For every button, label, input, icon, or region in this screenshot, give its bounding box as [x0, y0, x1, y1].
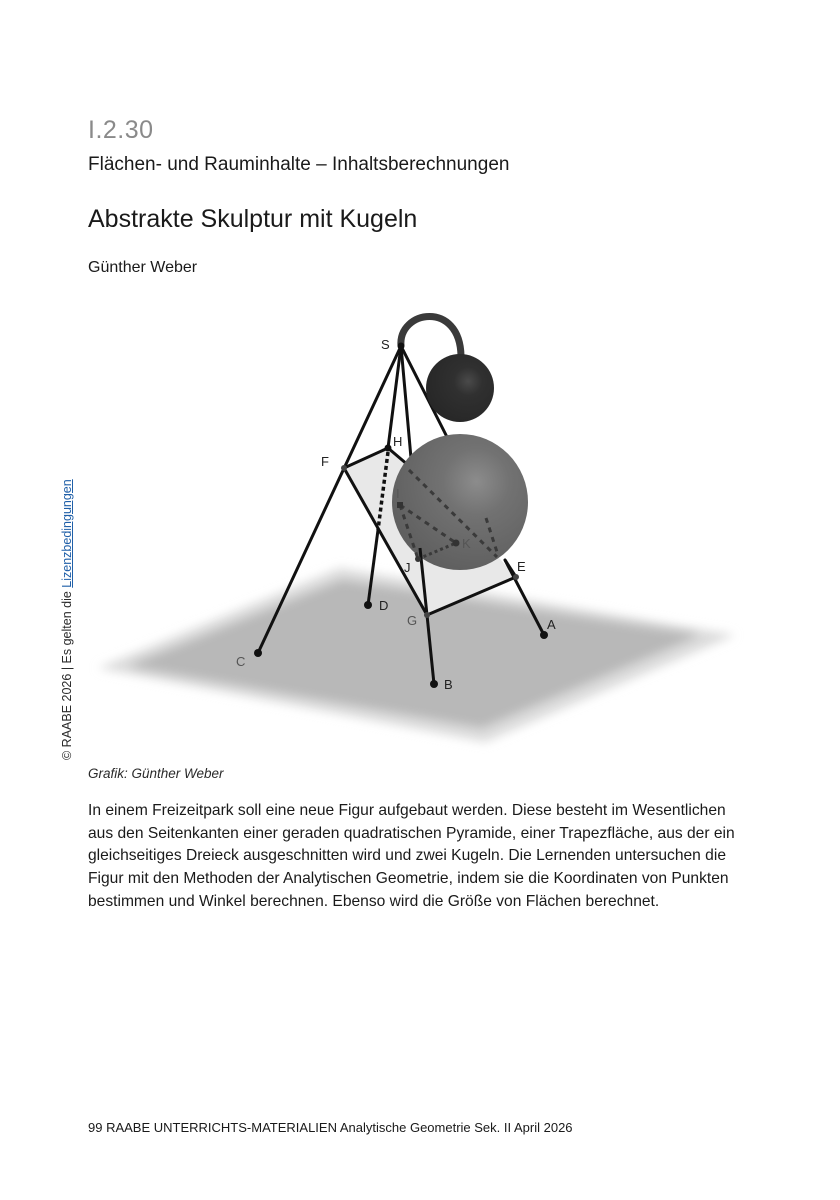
section-number: I.2.30 [88, 116, 154, 144]
body-line: aus den Seitenkanten einer geraden quadratischen Pyramide, einer Trapezfläche, aus der ein [88, 824, 735, 842]
point-H [385, 445, 392, 452]
topic-heading: Flächen- und Rauminhalte – Inhaltsberechnungen [88, 154, 510, 175]
copyright-text: © RAABE 2026 | Es gelten die [60, 587, 74, 760]
point-J [415, 556, 421, 562]
point-I [397, 502, 403, 508]
label-E: E [517, 559, 526, 574]
label-F: F [321, 454, 329, 469]
author: Günther Weber [88, 259, 198, 276]
label-I: I [396, 486, 400, 501]
sculpture-figure [0, 300, 840, 760]
point-B [430, 680, 438, 688]
label-C: C [236, 654, 246, 669]
page-title: Abstrakte Skulptur mit Kugeln [88, 205, 418, 233]
point-S [398, 343, 405, 350]
label-D: D [379, 598, 389, 613]
figure-caption: Grafik: Günther Weber [88, 766, 224, 781]
point-F [341, 465, 347, 471]
body-line: In einem Freizeitpark soll eine neue Figur aufgebaut werden. Diese besteht im Wesentlichen [88, 802, 726, 819]
intro-paragraph [88, 800, 748, 914]
label-A: A [547, 617, 556, 632]
label-H: H [393, 434, 403, 449]
point-G [424, 612, 430, 618]
hook-arc [401, 317, 461, 357]
label-S: S [381, 337, 390, 352]
label-G: G [407, 613, 418, 628]
point-A [540, 631, 548, 639]
label-J: J [404, 560, 411, 575]
license-link[interactable]: Lizenzbedingungen [60, 479, 74, 588]
point-K [453, 540, 460, 547]
body-line: Figur mit den Methoden der Analytischen Geometrie, indem sie die Koordinaten von Punkten [88, 870, 729, 888]
large-sphere [392, 434, 528, 570]
page-footer: 99 RAABE UNTERRICHTS-MATERIALIEN Analytische Geometrie Sek. II April 2026 [88, 1120, 573, 1135]
point-E [513, 574, 519, 580]
body-line: gleichseitiges Dreieck ausgeschnitten wird und zwei Kugeln. Die Lernenden untersuchen die [88, 847, 726, 865]
label-B: B [444, 677, 453, 692]
label-K: K [462, 536, 471, 551]
point-D [364, 601, 372, 609]
body-line: bestimmen und Winkel berechnen. Ebenso wird die Größe von Flächen berechnet. [88, 892, 660, 910]
small-sphere [426, 354, 494, 422]
point-C [254, 649, 262, 657]
